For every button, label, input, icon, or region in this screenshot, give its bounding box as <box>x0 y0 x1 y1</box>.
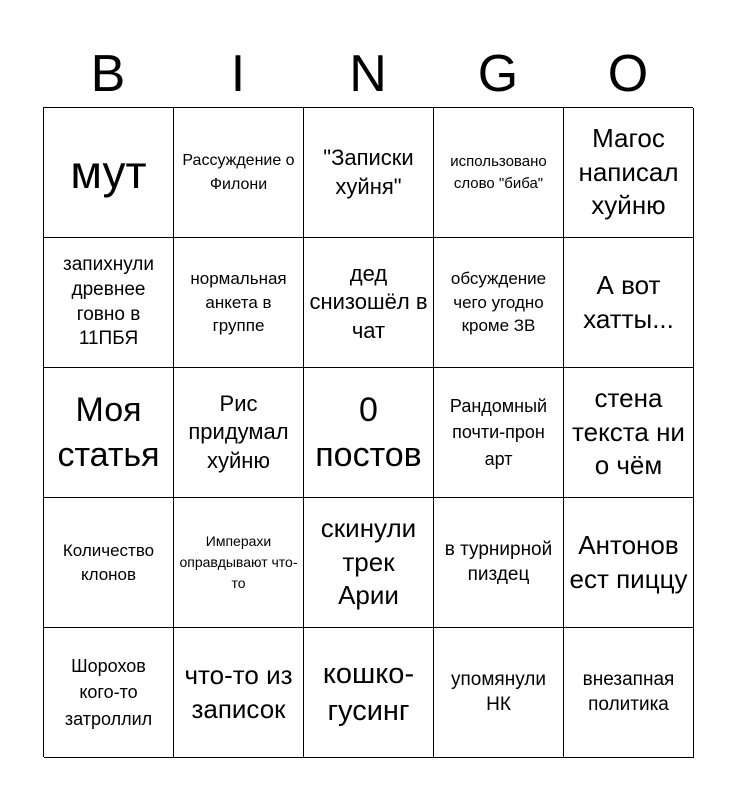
bingo-cell[interactable] <box>44 628 174 758</box>
bingo-board <box>43 107 693 757</box>
bingo-cell[interactable] <box>304 238 434 368</box>
bingo-cell[interactable] <box>44 238 174 368</box>
cell-text: что-то из записок <box>184 659 293 724</box>
bingo-cell[interactable] <box>44 108 174 238</box>
cell-text: "Записки хуйня" <box>323 144 414 199</box>
bingo-cell[interactable] <box>564 498 694 628</box>
bingo-cell[interactable] <box>304 498 434 628</box>
bingo-header <box>43 40 693 108</box>
header-letter-n: N <box>349 45 387 103</box>
cell-text: Рассуждение о Филони <box>182 152 295 193</box>
bingo-cell[interactable] <box>304 108 434 238</box>
cell-text: запихнули древнее говно в 11ПБЯ <box>63 254 154 350</box>
header-letter-o: O <box>607 45 649 103</box>
cell-text: скинули трек Арии <box>320 512 417 611</box>
cell-text: дед снизошёл в чат <box>309 260 428 343</box>
bingo-cell[interactable] <box>434 108 564 238</box>
bingo-cell[interactable] <box>304 368 434 498</box>
bingo-cell[interactable] <box>174 368 304 498</box>
bingo-cell[interactable] <box>434 628 564 758</box>
cell-text: Количество клонов <box>62 540 155 584</box>
bingo-cell[interactable] <box>564 238 694 368</box>
cell-text: использовано слово "биба" <box>450 152 547 192</box>
cell-text: обсуждение чего угодно кроме ЗВ <box>450 268 547 336</box>
cell-text: Рис придумал хуйню <box>188 390 289 473</box>
bingo-cell[interactable] <box>564 368 694 498</box>
bingo-cell[interactable] <box>434 368 564 498</box>
bingo-cell[interactable] <box>434 498 564 628</box>
bingo-cell[interactable] <box>44 498 174 628</box>
cell-text: А вот хатты... <box>583 269 674 334</box>
bingo-cell[interactable] <box>434 238 564 368</box>
header-letter-i: I <box>230 45 246 103</box>
cell-text: внезапная политика <box>582 668 675 715</box>
cell-text: Имперахи оправдывают что-то <box>179 533 298 591</box>
cell-text: в турнирной пиздец <box>444 538 553 585</box>
cell-text: кошко-гусинг <box>322 658 415 727</box>
bingo-cell[interactable] <box>174 238 304 368</box>
bingo-cell[interactable] <box>304 628 434 758</box>
bingo-cell[interactable] <box>174 108 304 238</box>
bingo-cell[interactable] <box>564 108 694 238</box>
cell-text: Магос написал хуйню <box>578 122 679 221</box>
cell-text: упомянули НК <box>451 668 546 715</box>
bingo-cell[interactable] <box>44 368 174 498</box>
cell-text: стена текста ни о чём <box>572 382 685 481</box>
cell-text: Рандомный почти-прон арт <box>449 396 548 469</box>
cell-text: мут <box>70 146 147 199</box>
header-letter-g: G <box>477 45 519 103</box>
cell-text: нормальная анкета в группе <box>190 268 287 336</box>
cell-text: Шорохов кого-то затроллил <box>64 656 153 729</box>
cell-text: Антонов ест пиццу <box>569 529 688 594</box>
bingo-cell[interactable] <box>174 628 304 758</box>
cell-text: Моя статья <box>57 391 160 474</box>
header-letter-b: B <box>90 45 126 103</box>
bingo-cell[interactable] <box>564 628 694 758</box>
cell-text: 0 постов <box>315 391 422 474</box>
bingo-cell[interactable] <box>174 498 304 628</box>
